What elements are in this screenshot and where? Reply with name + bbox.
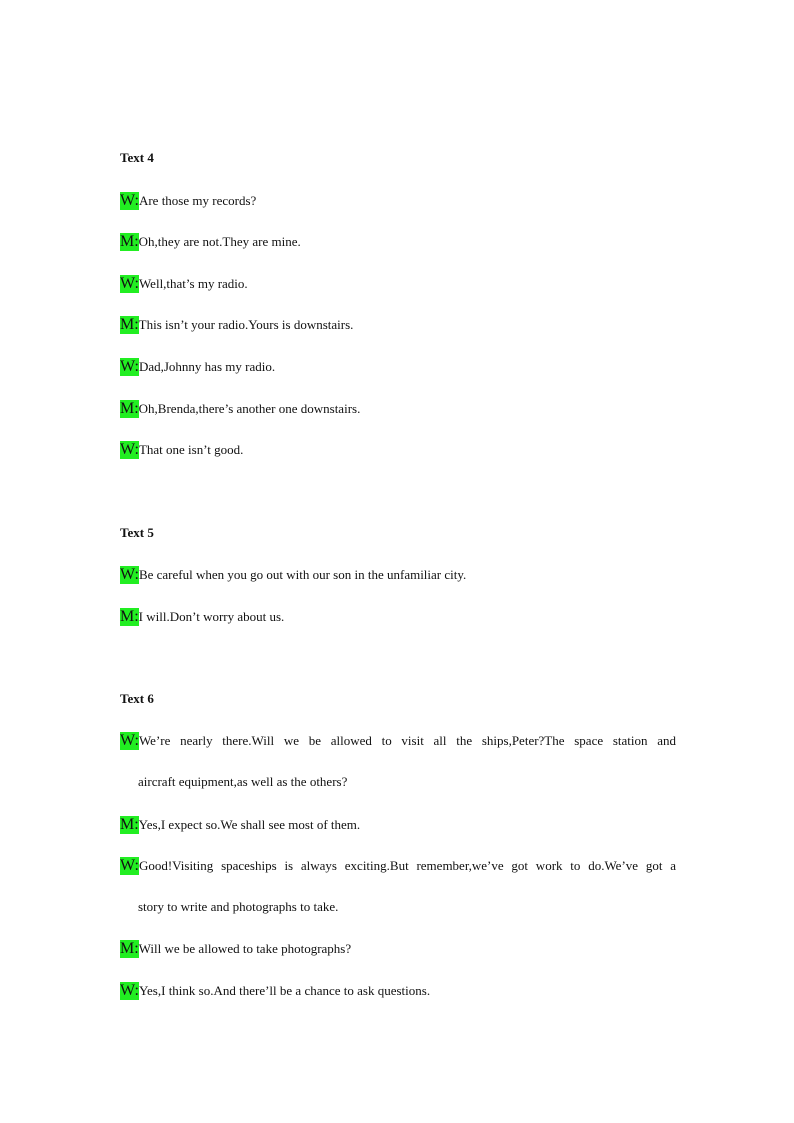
line-continuation-text: story to write and photographs to take. (138, 899, 339, 914)
speaker-label: M: (120, 400, 139, 417)
section-heading: Text 5 (120, 525, 154, 540)
speaker-label: M: (120, 316, 139, 333)
dialogue-line (120, 816, 676, 834)
line-text: That one isn’t good. (138, 442, 244, 457)
line-text: Dad,Johnny has my radio. (138, 359, 276, 374)
dialogue-line (120, 732, 676, 750)
speaker-label: W: (120, 982, 139, 999)
section-heading: Text 4 (120, 150, 154, 165)
speaker-label: W: (120, 275, 139, 292)
dialogue-line (120, 192, 676, 210)
line-text: I will.Don’t worry about us. (138, 609, 285, 624)
dialogue-line (120, 275, 676, 293)
dialogue-line (120, 233, 676, 251)
section-text-4 (120, 149, 676, 167)
line-text: Oh,Brenda,there’s another one downstairs. (138, 401, 361, 416)
line-text: Well,that’s my radio. (138, 276, 248, 291)
dialogue-line (120, 566, 676, 584)
section-heading: Text 6 (120, 691, 154, 706)
speaker-label: W: (120, 857, 139, 874)
section-text-6 (120, 690, 676, 708)
line-text: We’re nearly there.Will we be allowed to visit all the ships,Peter?The space station and (138, 733, 676, 748)
speaker-label: M: (120, 940, 139, 957)
dialogue-line (120, 441, 676, 459)
speaker-label: M: (120, 816, 139, 833)
dialogue-line-continuation (120, 773, 676, 791)
line-text: Be careful when you go out with our son in the unfamiliar city. (138, 567, 467, 582)
line-text: Oh,they are not.They are mine. (138, 234, 301, 249)
speaker-label: M: (120, 608, 139, 625)
dialogue-line (120, 982, 676, 1000)
line-text: Yes,I think so.And there’ll be a chance to ask questions. (138, 983, 431, 998)
line-continuation-text: aircraft equipment,as well as the others? (138, 774, 348, 789)
dialogue-line (120, 316, 676, 334)
speaker-label: W: (120, 358, 139, 375)
line-text: Will we be allowed to take photographs? (138, 941, 352, 956)
dialogue-line (120, 940, 676, 958)
speaker-label: W: (120, 192, 139, 209)
dialogue-line-continuation (120, 898, 676, 916)
speaker-label: W: (120, 732, 139, 749)
line-text: Yes,I expect so.We shall see most of them. (138, 817, 361, 832)
dialogue-line (120, 358, 676, 376)
dialogue-line (120, 857, 676, 875)
line-text: Are those my records? (138, 193, 257, 208)
speaker-label: W: (120, 566, 139, 583)
section-text-5 (120, 524, 676, 542)
speaker-label: M: (120, 233, 139, 250)
speaker-label: W: (120, 441, 139, 458)
dialogue-line (120, 608, 676, 626)
line-text: Good!Visiting spaceships is always exciting.But remember,we’ve got work to do.We’ve got a (138, 858, 676, 873)
line-text: This isn’t your radio.Yours is downstairs. (138, 317, 354, 332)
dialogue-line (120, 400, 676, 418)
